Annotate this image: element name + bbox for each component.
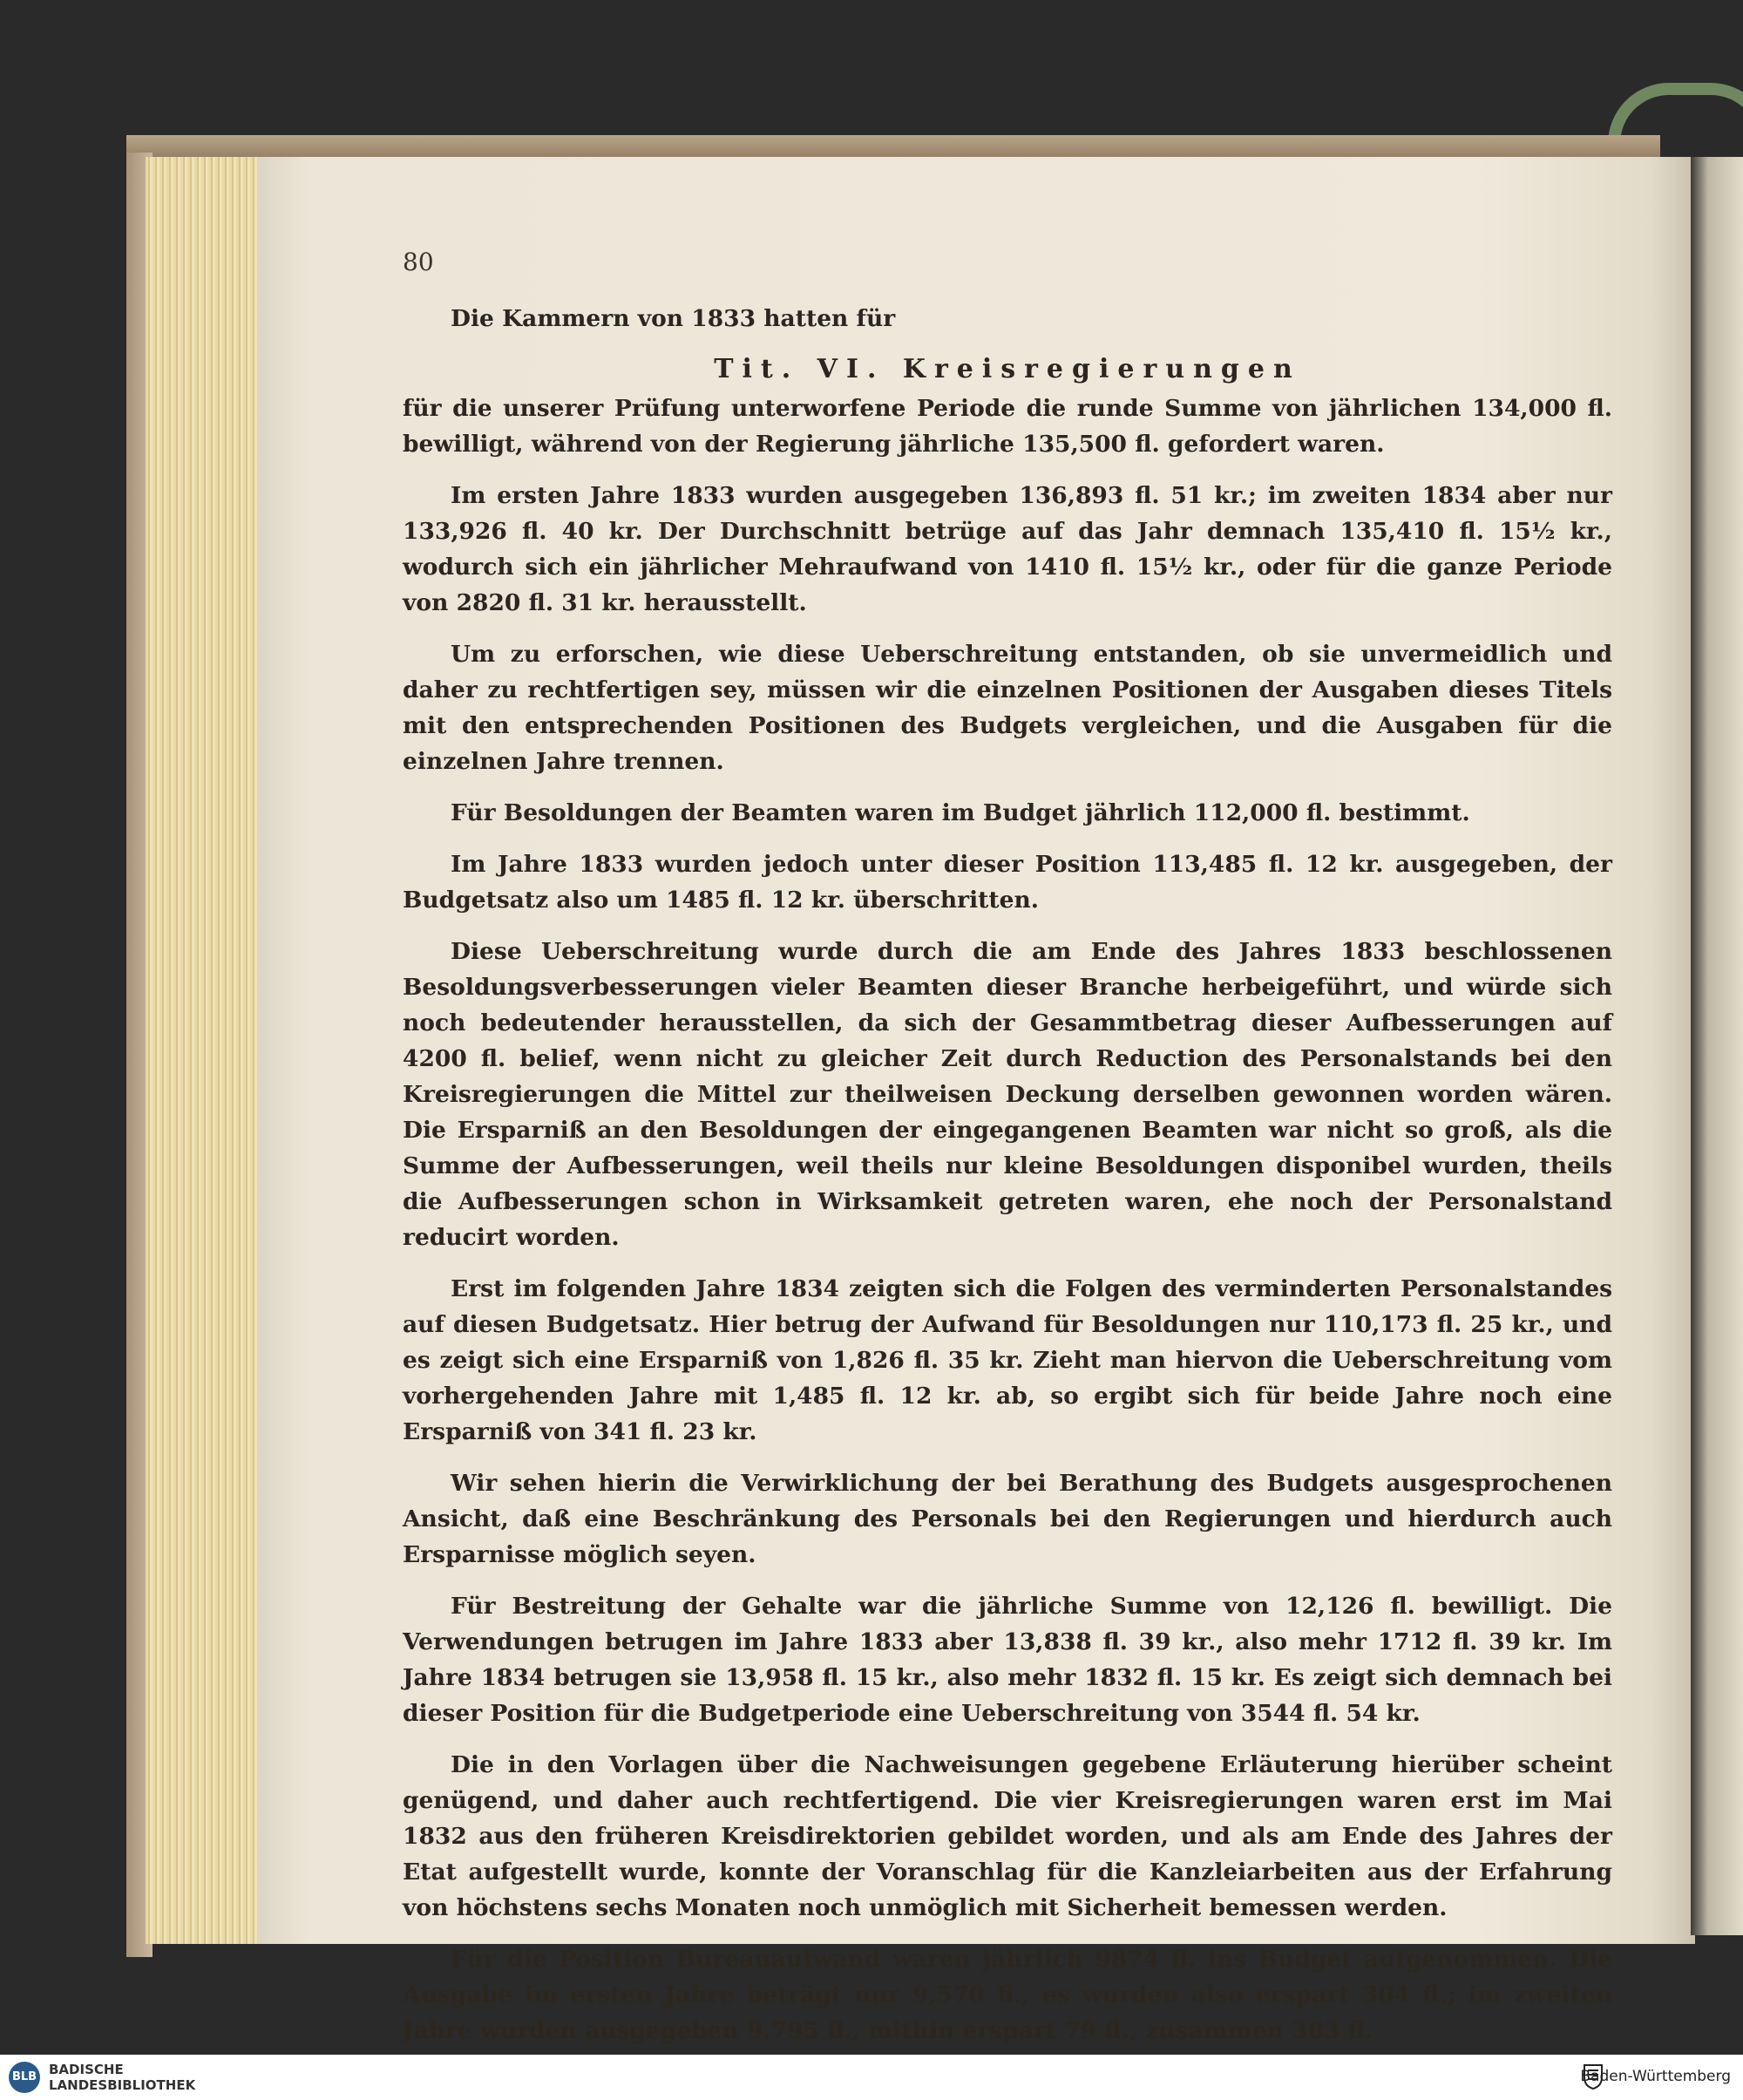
paragraph-intro: Die Kammern von 1833 hatten für — [451, 305, 896, 332]
blb-logo-icon[interactable]: BLB — [9, 2062, 40, 2093]
paragraph-6: Diese Ueberschreitung wurde durch die am Ende des Jahres 1833 beschlossenen Besoldungsverbesserungen vieler Beamten dieser Branche herbeigeführt, und würde sich noch bedeutender herausstellen, da sich der Gesammtbetrag dieser Aufbesserungen auf 4200 fl. belief, wenn nicht zu gleicher Zeit durch Reduction des Personalstands bei den Kreisregierungen die Mittel zur theilweisen Deckung derselben gewonnen worden wären. Die Ersparniß an den Besoldungen der eingegangenen Beamten war nicht so groß, als die Summe der Aufbesserungen, weil theils nur kleine Besoldungen disponibel wurden, theils die Aufbesserungen schon in Wirksamkeit getreten waren, ehe noch der Personalstand reducirt worden. — [403, 938, 1612, 1251]
paragraph-1: für die unserer Prüfung unterworfene Periode die runde Summe von jährlichen 134,000 fl. bewilligt, während von der Regierung jährliche 135,500 fl. gefordert waren. — [403, 395, 1612, 458]
paragraph-7: Erst im folgenden Jahre 1834 zeigten sich die Folgen des verminderten Personalstandes auf diesen Budgetsatz. Hier betrug der Aufwand für Besoldungen nur 110,173 fl. 25 kr., und es zeigt sich eine Ersparniß von 1,826 fl. 35 kr. Zieht man hiervon die Ueberschreitung vom vorhergehenden Jahre mit 1,485 fl. 12 kr. ab, so ergibt sich für beide Jahre noch eine Ersparniß von 341 fl. 23 kr. — [403, 1275, 1612, 1445]
page-edges — [146, 157, 275, 1944]
paragraph-11: Für die Position Bureauaufwand waren jährlich 9874 fl. ins Budget aufgenommen. Die Ausgabe im ersten Jahre beträgt nur 9,570 fl., es wurden also erspart 304 fl.; im zweiten Jahre wurden ausgegeben 9,795 fl., mithin erspart 79 fl., zusammen 383 fl. — [403, 1946, 1612, 2044]
footer-bar — [0, 2055, 1743, 2100]
paragraph-3: Um zu erforschen, wie diese Ueberschreitung entstanden, ob sie unvermeidlich und daher zu rechtfertigen sey, müssen wir die einzelnen Positionen der Ausgaben dieses Titels mit den entsprechenden Positionen des Budgets vergleichen, und die Ausgaben für die einzelnen Jahre trennen. — [403, 641, 1612, 775]
section-heading: Tit. VI. Kreisregierungen — [714, 354, 1301, 384]
paragraph-4: Für Besoldungen der Beamten waren im Budget jährlich 112,000 fl. bestimmt. — [451, 799, 1470, 826]
paragraph-2: Im ersten Jahre 1833 wurden ausgegeben 136,893 fl. 51 kr.; im zweiten 1834 aber nur 133,926 fl. 40 kr. Der Durchschnitt betrüge auf das Jahr demnach 135,410 fl. 15½ kr., wodurch sich ein jährlicher Mehraufwand von 1410 fl. 15½ kr., oder für die ganze Periode von 2820 fl. 31 kr. herausstellt. — [403, 482, 1612, 616]
paragraph-8: Wir sehen hierin die Verwirklichung der bei Berathung des Budgets ausgesprochenen Ansicht, daß eine Beschränkung des Personals bei den Regierungen und hierdurch auch Ersparnisse möglich seyen. — [403, 1470, 1612, 1568]
paragraph-9: Für Bestreitung der Gehalte war die jährliche Summe von 12,126 fl. bewilligt. Die Verwendungen betrugen im Jahre 1833 aber 13,838 fl. 39 kr., also mehr 1712 fl. 39 kr. Im Jahre 1834 betrugen sie 13,958 fl. 15 kr., also mehr 1832 fl. 15 kr. Es zeigt sich demnach bei dieser Position für die Budgetperiode eine Ueberschreitung von 3544 fl. 54 kr. — [403, 1593, 1612, 1727]
page-number: 80 — [403, 248, 434, 276]
library-name-line2: LANDESBIBLIOTHEK — [49, 2077, 196, 2093]
library-name-line1: BADISCHE — [49, 2062, 124, 2077]
paragraph-10: Die in den Vorlagen über die Nachweisungen gegebene Erläuterung hierüber scheint genügend, und daher auch rechtfertigend. Die vier Kreisregierungen waren erst im Mai 1832 aus den früheren Kreisdirektorien gebildet worden, und als am Ende des Jahres der Etat aufgestellt wurde, konnte der Voranschlag für die Kanzleiarbeiten aus der Erfahrung von höchstens sechs Monaten noch unmöglich mit Sicherheit bemessen werden. — [403, 1751, 1612, 1921]
page-text — [403, 301, 1612, 2064]
paragraph-5: Im Jahre 1833 wurden jedoch unter dieser Position 113,485 fl. 12 kr. ausgegeben, der Budgetsatz also um 1485 fl. 12 kr. überschritten. — [403, 851, 1612, 914]
facing-page-edge — [1691, 157, 1743, 1935]
library-name[interactable] — [49, 2062, 195, 2093]
state-name[interactable]: Baden-Württemberg — [1580, 2068, 1731, 2085]
